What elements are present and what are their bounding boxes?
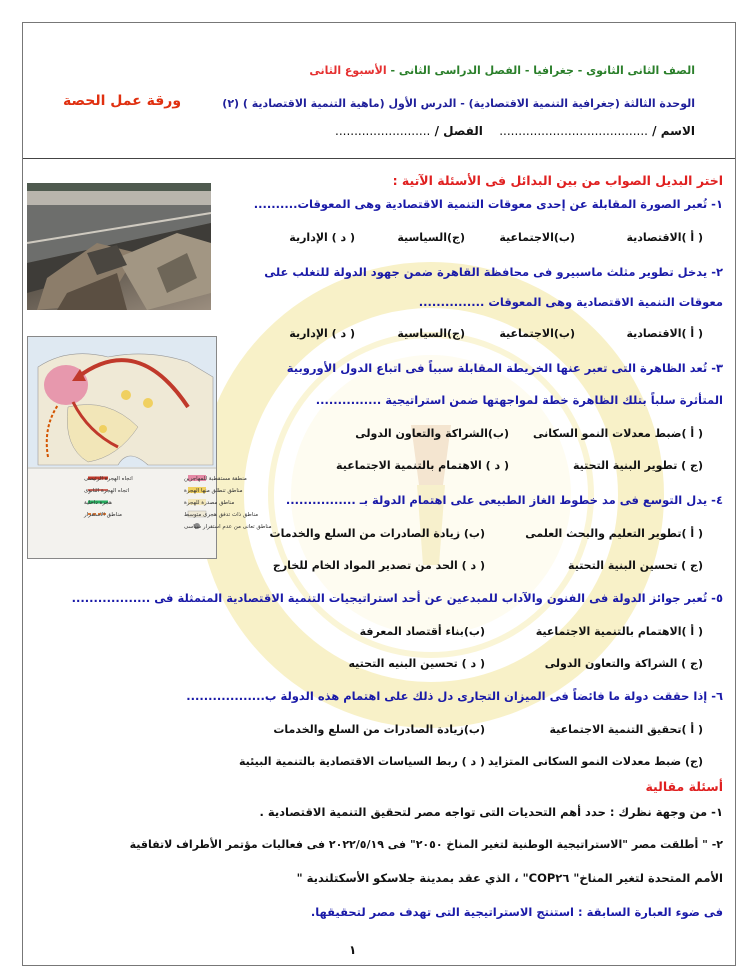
legend-item: مناطق ذات تدفق هجرى متوسط <box>184 512 259 518</box>
mcq-instructions: اختر البديل الصواب من بين البدائل فى الأسئلة الآتية : <box>392 173 723 188</box>
question-1: ١- تُعبر الصورة المقابلة عن إحدى معوقات التنمية الاقتصادية وهى المعوقات.......... <box>253 197 723 211</box>
class-field[interactable] <box>335 124 483 138</box>
grade-subject-line <box>309 64 695 77</box>
q6-option-c[interactable]: (ج) ضبط معدلات النمو السكانى المتزايد <box>487 755 703 768</box>
header-divider <box>23 158 735 159</box>
question-3-line-1: ٣- تُعد الظاهرة التى تعبر عنها الخريطة المقابلة سبباً فى اتباع الدول الأوروبية <box>286 361 723 375</box>
q2-option-d[interactable]: ( د ) الإدارية <box>289 327 355 340</box>
question-6: ٦- إذا حققت دولة ما فائضاً فى الميزان التجارى دل ذلك على اهتمام هذه الدولة ب.................. <box>186 689 723 703</box>
essay-question-2-line-2: الأمم المتحدة لتغير المناخ" COP٢٦" ، الذي عقد بمدينة جلاسكو الأسكتلندية " <box>296 871 723 885</box>
q1-option-c[interactable]: (ج)السياسية <box>397 231 465 244</box>
legend-item: مناطق تعانى من عدم استقرار سياسى <box>184 524 272 530</box>
week-text: الأسبوع الثانى <box>309 64 387 77</box>
q6-option-b[interactable]: (ب)زيادة الصادرات من السلع والخدمات <box>273 723 485 736</box>
q4-option-d[interactable]: ( د ) الحد من تصدير المواد الخام للخارج <box>272 559 485 572</box>
question-2-line-1: ٢- يدخل تطوير مثلث ماسبيرو فى محافظة القاهرة ضمن جهود الدولة للتغلب على <box>264 265 723 279</box>
question-5: ٥- تُعبر جوائز الدولة فى الفنون والآداب للمبدعين عن أحد استراتيجيات التنمية الاقتصادية المتمثلة فى .................. <box>71 591 723 605</box>
damaged-road-photo <box>27 183 211 310</box>
name-dots: ....................................... <box>499 124 648 138</box>
q6-option-a[interactable]: ( أ )تحقيق التنمية الاجتماعية <box>549 723 703 736</box>
legend-item: مناطق تنطلق منها الهجرة <box>184 488 243 494</box>
grade-text: الصف الثانى الثانوى - جغرافيا - الفصل الدراسى الثانى - <box>390 64 695 77</box>
essay-question-2-task: فى ضوء العبارة السابقة : استنتج الاستراتيجية التى تهدف مصر لتحقيقها. <box>310 905 723 919</box>
q4-option-a[interactable]: ( أ )تطوير التعليم والبحث العلمى <box>525 527 703 540</box>
q2-option-a[interactable]: ( أ )الاقتصادية <box>626 327 703 340</box>
q1-option-d[interactable]: ( د ) الإدارية <box>289 231 355 244</box>
q5-option-b[interactable]: (ب)بناء أقتصاد المعرفة <box>359 625 485 638</box>
q2-option-c[interactable]: (ج)السياسية <box>397 327 465 340</box>
class-dots: ......................... <box>335 124 431 138</box>
question-3-line-2: المتأثرة سلباً بتلك الظاهرة خطة لمواجهتها ضمن استراتيجية ............... <box>315 393 723 407</box>
legend-item: اتجاه الهجرة الرئيسى <box>84 476 133 482</box>
name-label: الاسم / <box>652 124 695 138</box>
q5-option-d[interactable]: ( د ) تحسين البنيه التحتيه <box>348 657 485 670</box>
question-2-line-2: معوقات التنمية الاقتصادية وهى المعوقات ............... <box>418 295 723 309</box>
class-label: الفصل / <box>434 124 483 138</box>
legend-item: منطقة مستقطبة للمهاجرين <box>184 476 247 482</box>
q5-option-c[interactable]: (ج ) الشراكة والتعاون الدولى <box>544 657 703 670</box>
migration-map <box>27 336 272 559</box>
q4-option-c[interactable]: (ج ) تحسين البنية التحتية <box>568 559 703 572</box>
worksheet-page <box>22 22 736 966</box>
essay-heading: أسئلة مقالية <box>645 779 723 794</box>
q3-option-b[interactable]: (ب)الشراكة والتعاون الدولى <box>355 427 509 440</box>
student-name-field[interactable] <box>499 124 695 138</box>
legend-item: اتجاه الهجرة الثانوى <box>84 488 130 494</box>
q3-option-a[interactable]: ( أ )ضبط معدلات النمو السكانى <box>532 427 703 440</box>
q3-option-c[interactable]: (ج ) تطوير البنية التحتية <box>572 459 703 472</box>
q6-option-d[interactable]: ( د ) ربط السياسات الاقتصادية بالتنمية البيئية <box>239 755 485 768</box>
essay-question-2-line-1: ٢- " أطلقت مصر "الاستراتيجية الوطنية لتغير المناخ ٢٠٥٠" فى ٢٠٢٢/٥/١٩ فى فعاليات مؤتمر الأطراف لاتفاقية <box>129 838 723 851</box>
question-4: ٤- يدل التوسع فى مد خطوط الغاز الطبيعى على اهتمام الدولة بـ ................ <box>285 493 723 507</box>
q4-option-b[interactable]: (ب) زيادة الصادرات من السلع والخدمات <box>269 527 485 540</box>
unit-lesson-line: الوحدة الثالثة (جغرافية التنمية الاقتصادية) - الدرس الأول (ماهية التنمية الاقتصادية ) (٢) <box>222 97 695 110</box>
q3-option-d[interactable]: ( د ) الاهتمام بالتنمية الاجتماعية <box>336 459 509 472</box>
legend-item: مناطق الاستقرار <box>84 512 122 518</box>
essay-question-1: ١- من وجهة نظرك : حدد أهم التحديات التى تواجه مصر لتحقيق التنمية الاقتصادية . <box>259 805 723 819</box>
q2-option-b[interactable]: (ب)الاجتماعية <box>499 327 575 340</box>
q1-option-b[interactable]: (ب)الاجتماعية <box>499 231 575 244</box>
worksheet-title: ورقة عمل الحصة <box>63 93 182 109</box>
legend-item: هجرة داخلية <box>84 500 112 506</box>
legend-item: مناطق مصدرة للهجرة <box>184 500 235 506</box>
q5-option-a[interactable]: ( أ )الاهتمام بالتنمية الاجتماعية <box>535 625 703 638</box>
page-number: ١ <box>349 943 357 957</box>
q1-option-a[interactable]: ( أ )الاقتصادية <box>626 231 703 244</box>
